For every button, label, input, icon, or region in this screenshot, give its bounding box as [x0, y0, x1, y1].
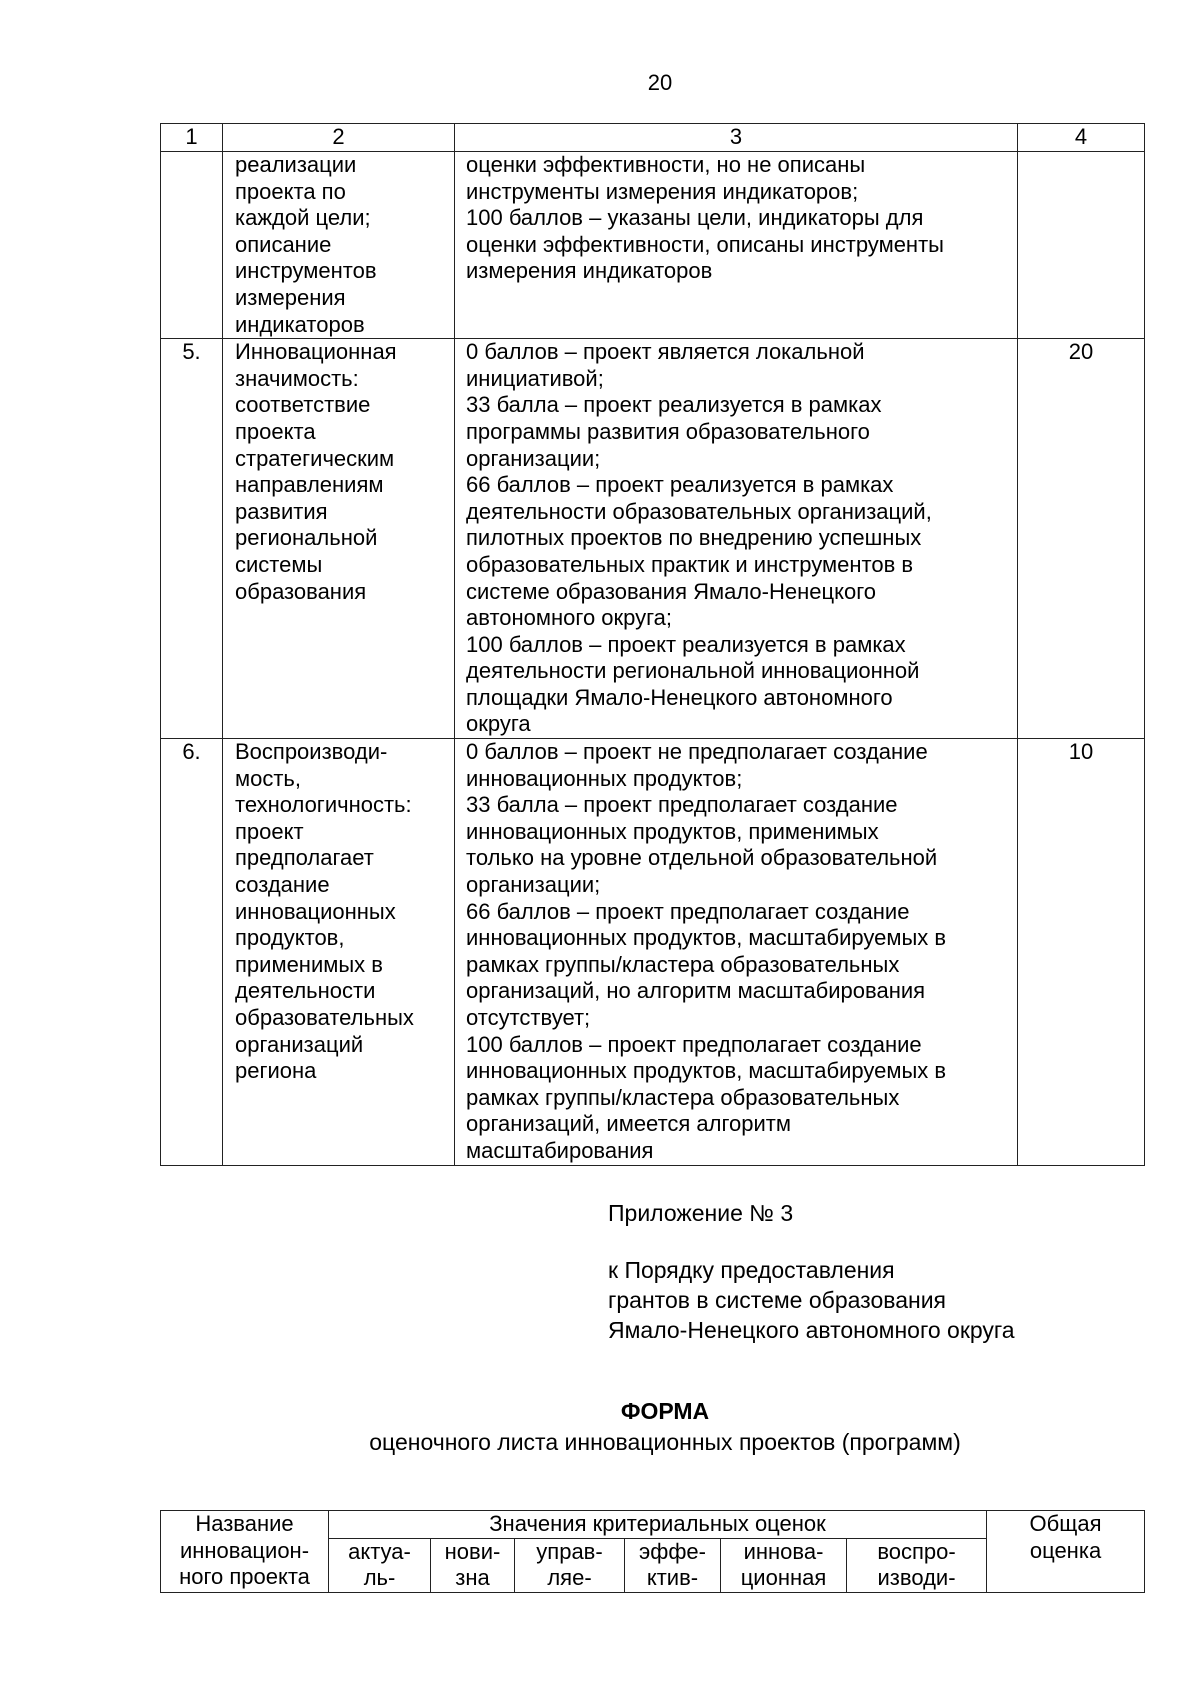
project-name-header	[161, 1511, 329, 1593]
description-line: организации;	[466, 445, 601, 471]
criterion-header	[329, 1538, 431, 1592]
description-line: 66 баллов – проект реализуется в рамках	[466, 472, 894, 498]
criterion-header	[515, 1538, 625, 1592]
criterion-line: технологичность:	[235, 792, 412, 818]
description-line: программы развития образовательного	[466, 418, 870, 444]
description-line: инициативой;	[466, 365, 604, 391]
description-line: рамках группы/кластера образовательных	[466, 951, 900, 977]
weight-cell: 20	[1018, 339, 1145, 739]
criterion-line: предполагает	[235, 845, 374, 871]
description-line: инновационных продуктов, масштабируемых в	[466, 1058, 947, 1084]
criterion-cell	[223, 339, 455, 739]
description-line: 100 баллов – проект реализуется в рамках	[466, 631, 906, 657]
criterion-line: продуктов,	[235, 925, 345, 951]
header-line: ного проекта	[179, 1564, 310, 1590]
description-cell	[455, 339, 1018, 739]
criterion-line: Инновационная	[235, 339, 397, 365]
score-header-row	[161, 1511, 1145, 1539]
description-line: рамках группы/кластера образовательных	[466, 1084, 900, 1110]
appendix-title: Приложение № 3	[608, 1200, 794, 1226]
header-line: Название	[195, 1511, 294, 1536]
appendix-note	[608, 1198, 1015, 1345]
appendix-line: Ямало-Ненецкого автономного округа	[608, 1317, 1015, 1343]
header-line: управ-	[536, 1538, 603, 1564]
description-line: 33 балла – проект предполагает создание	[466, 792, 898, 818]
description-cell	[455, 739, 1018, 1166]
criterion-line: развития	[235, 498, 328, 524]
header-line: ляе-	[547, 1565, 592, 1591]
criterion-line: направлениям	[235, 472, 384, 498]
criterion-line: проекта	[235, 418, 316, 444]
criterion-line: образовательных	[235, 1005, 414, 1030]
weight-cell: 10	[1018, 739, 1145, 1166]
description-line: системе образования Ямало-Ненецкого	[466, 578, 876, 604]
description-line: измерения индикаторов	[466, 258, 713, 284]
header-line: ктив-	[646, 1565, 699, 1591]
criterion-line: каждой цели;	[235, 205, 371, 231]
table-header-row	[161, 124, 1145, 152]
criterion-line: проект	[235, 818, 304, 844]
criterion-line: соответствие	[235, 392, 371, 418]
description-line: пилотных проектов по внедрению успешных	[466, 525, 922, 551]
header-line: оценка	[1029, 1537, 1102, 1563]
header-cell: 1	[161, 124, 223, 152]
criterion-line: инновационных	[235, 898, 396, 924]
form-subtitle: оценочного листа инновационных проектов (программ)	[369, 1429, 961, 1455]
description-line: организации;	[466, 872, 601, 898]
score-table	[160, 1510, 1145, 1593]
header-line: Общая	[1029, 1511, 1102, 1536]
description-line: инструменты измерения индикаторов;	[466, 178, 859, 204]
criterion-cell	[223, 739, 455, 1166]
description-line: 100 баллов – проект предполагает создание	[466, 1031, 922, 1057]
criterion-header	[625, 1538, 721, 1592]
table-row	[161, 152, 1145, 339]
criterion-line: образования	[235, 578, 367, 604]
description-line: оценки эффективности, описаны инструменты	[466, 231, 944, 257]
description-line: оценки эффективности, но не описаны	[466, 152, 866, 177]
criterion-line: региона	[235, 1058, 317, 1084]
description-line: площадки Ямало-Ненецкого автономного	[466, 684, 893, 710]
description-line: только на уровне отдельной образовательной	[466, 845, 938, 871]
description-line: деятельности образовательных организаций,	[466, 498, 932, 524]
header-line: ль-	[363, 1565, 396, 1591]
criterion-header	[721, 1538, 847, 1592]
criterion-line: применимых в	[235, 951, 383, 977]
description-line: образовательных практик и инструментов в	[466, 551, 914, 577]
description-line: округа	[466, 711, 531, 737]
criterion-header	[847, 1538, 987, 1592]
description-line: 0 баллов – проект является локальной	[466, 339, 865, 365]
appendix-line: к Порядку предоставления	[608, 1257, 895, 1283]
criterion-line: организаций	[235, 1031, 364, 1057]
page-number: 20	[647, 70, 673, 95]
header-line: актуа-	[348, 1538, 411, 1564]
criterion-line: значимость:	[235, 365, 359, 391]
description-line: масштабирования	[466, 1137, 654, 1163]
form-title: ФОРМА	[620, 1398, 710, 1424]
criterion-line: региональной	[235, 525, 378, 551]
description-line: организаций, имеется алгоритм	[466, 1111, 791, 1137]
criterion-line: мость,	[235, 765, 302, 791]
weight-cell	[1018, 152, 1145, 339]
criterion-line: инструментов	[235, 258, 377, 284]
header-line: иннова-	[743, 1538, 824, 1564]
description-line: 0 баллов – проект не предполагает создание	[466, 739, 928, 765]
total-score-header	[987, 1511, 1145, 1593]
description-line: 33 балла – проект реализуется в рамках	[466, 392, 882, 418]
criterion-cell	[223, 152, 455, 339]
criterion-line: создание	[235, 872, 330, 898]
header-cell: 4	[1018, 124, 1145, 152]
header-cell: 2	[223, 124, 455, 152]
header-line: эффе-	[639, 1538, 706, 1564]
table-row	[161, 339, 1145, 739]
header-line: зна	[455, 1565, 490, 1591]
criterion-line: Воспроизводи-	[235, 739, 388, 765]
description-line: инновационных продуктов;	[466, 765, 743, 791]
criterion-line: индикаторов	[235, 311, 365, 337]
row-number	[161, 152, 223, 339]
criterion-line: стратегическим	[235, 445, 395, 471]
description-cell	[455, 152, 1018, 339]
appendix-line: грантов в системе образования	[608, 1287, 946, 1313]
row-number: 5.	[161, 339, 223, 739]
header-line: ционная	[740, 1565, 827, 1591]
description-line: инновационных продуктов, применимых	[466, 818, 879, 844]
criterion-line: реализации	[235, 152, 357, 177]
header-line: воспро-	[877, 1538, 956, 1564]
criteria-values-header: Значения критериальных оценок	[329, 1511, 987, 1539]
header-line: инновацион-	[179, 1537, 310, 1563]
description-line: деятельности региональной инновационной	[466, 658, 920, 684]
criteria-table	[160, 123, 1145, 1166]
criterion-header	[431, 1538, 515, 1592]
description-line: организаций, но алгоритм масштабирования	[466, 978, 926, 1004]
criterion-line: проекта по	[235, 178, 346, 204]
header-line: нови-	[444, 1538, 501, 1564]
description-line: 100 баллов – указаны цели, индикаторы для	[466, 205, 924, 231]
description-line: автономного округа;	[466, 605, 673, 631]
description-line: 66 баллов – проект предполагает создание	[466, 898, 910, 924]
description-line: отсутствует;	[466, 1005, 591, 1030]
row-number: 6.	[161, 739, 223, 1166]
criterion-line: измерения	[235, 284, 346, 310]
description-line: инновационных продуктов, масштабируемых в	[466, 925, 947, 951]
criterion-line: деятельности	[235, 978, 376, 1004]
table-row	[161, 739, 1145, 1166]
header-cell: 3	[455, 124, 1018, 152]
criterion-line: системы	[235, 551, 323, 577]
header-line: изводи-	[877, 1565, 956, 1591]
criterion-line: описание	[235, 231, 332, 257]
